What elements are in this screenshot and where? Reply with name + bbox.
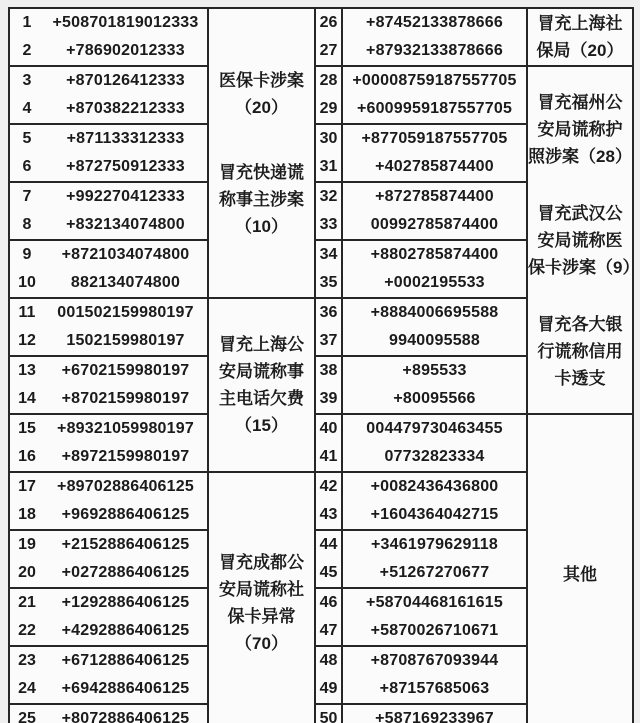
- row-number: 32: [319, 188, 338, 205]
- phone-number: +8884006695588: [370, 304, 499, 321]
- phone-number: +8702159980197: [61, 390, 190, 407]
- row-number: 27: [319, 42, 338, 59]
- right-phone-cell: [342, 298, 527, 356]
- table-row: [343, 183, 526, 211]
- table-row: [316, 125, 341, 153]
- phone-number: +3461979629118: [371, 536, 498, 553]
- right-index-cell: [315, 704, 342, 723]
- right-index-cell: [315, 356, 342, 414]
- table-row: [316, 95, 341, 123]
- category-line: 照涉案（28）: [528, 146, 632, 166]
- table-row-group: [9, 8, 633, 66]
- left-entry-cell: [9, 240, 208, 298]
- scam-number-table: [8, 7, 640, 723]
- table-row: [316, 647, 341, 675]
- right-phone-cell: [342, 356, 527, 414]
- right-phone-cell: [342, 530, 527, 588]
- row-number: 47: [319, 622, 338, 639]
- category-line: 安局谎称护: [537, 119, 623, 139]
- row-number: 6: [22, 158, 32, 175]
- phone-number: +786902012333: [66, 42, 185, 59]
- table-row-group: [9, 66, 633, 124]
- phone-number: +80095566: [393, 390, 476, 407]
- table-row: [10, 501, 207, 529]
- table-row: [10, 559, 207, 587]
- table-row: [343, 269, 526, 297]
- phone-number: +1604364042715: [370, 506, 499, 523]
- row-number: 18: [18, 506, 36, 523]
- category-cell: [208, 298, 315, 472]
- category-cell: [527, 414, 633, 723]
- table-row: [316, 617, 341, 645]
- row-number: 31: [319, 158, 338, 175]
- category-label: [209, 331, 314, 439]
- phone-number: +8802785874400: [370, 246, 499, 263]
- table-row: [343, 211, 526, 239]
- table-row: [10, 95, 207, 123]
- phone-number: +89321059980197: [57, 420, 194, 437]
- table-row: [10, 385, 207, 413]
- phone-number: 9940095588: [389, 332, 480, 349]
- phone-number: +8072886406125: [61, 710, 190, 723]
- left-entry-cell: [9, 298, 208, 356]
- row-number: 28: [319, 72, 338, 89]
- category-line: 保局（20）: [536, 41, 624, 60]
- phone-number: +508701819012333: [52, 14, 199, 31]
- left-entry-cell: [9, 646, 208, 704]
- row-number: 39: [319, 390, 338, 407]
- left-entry-cell: [9, 8, 208, 66]
- category-cell: [527, 66, 640, 414]
- table-row: [343, 327, 526, 355]
- table-row: [316, 183, 341, 211]
- right-index-cell: [315, 588, 342, 646]
- category-line: （15）: [235, 416, 288, 435]
- phone-number: +0272886406125: [61, 564, 190, 581]
- table-row: [10, 37, 207, 65]
- table-row: [10, 647, 207, 675]
- row-number: 50: [319, 710, 338, 723]
- table-row: [316, 443, 341, 471]
- row-number: 20: [18, 564, 36, 581]
- left-entry-cell: [9, 356, 208, 414]
- category-line: 医保卡涉案: [219, 70, 304, 90]
- row-number: 22: [18, 622, 36, 639]
- row-number: 37: [319, 332, 338, 349]
- row-number: 44: [319, 536, 338, 553]
- row-number: 33: [319, 216, 338, 233]
- phone-number: +8721034074800: [61, 246, 190, 263]
- table-row: [316, 37, 341, 65]
- right-index-cell: [315, 240, 342, 298]
- phone-number: +895533: [402, 362, 467, 379]
- row-number: 13: [18, 362, 36, 379]
- table-row: [316, 9, 341, 37]
- left-entry-cell: [9, 182, 208, 240]
- right-phone-cell: [342, 472, 527, 530]
- table-row: [10, 415, 207, 443]
- phone-number: +877059187557705: [361, 130, 508, 147]
- row-number: 17: [18, 478, 36, 495]
- right-index-cell: [315, 182, 342, 240]
- row-number: 21: [18, 594, 36, 611]
- category-line: 卡透支: [554, 368, 606, 388]
- category-line: 主电话欠费: [219, 389, 304, 408]
- category-cell: [208, 472, 315, 723]
- right-index-cell: [315, 530, 342, 588]
- row-number: 24: [18, 680, 36, 697]
- category-line: 冒充各大银: [537, 314, 623, 334]
- row-number: 3: [22, 72, 32, 89]
- row-number: 26: [319, 14, 338, 31]
- category-label: [209, 549, 314, 657]
- phone-number: +870126412333: [66, 72, 185, 89]
- row-number: 29: [319, 100, 338, 117]
- table-row: [10, 357, 207, 385]
- phone-number: 001502159980197: [57, 304, 194, 321]
- category-line: 安局谎称社: [219, 580, 304, 599]
- phone-number: +4292886406125: [61, 622, 190, 639]
- table-row: [10, 241, 207, 269]
- left-entry-cell: [9, 704, 208, 723]
- right-phone-cell: [342, 704, 527, 723]
- phone-number: +587169233967: [375, 710, 494, 723]
- category-label: [528, 200, 640, 281]
- table-row: [343, 385, 526, 413]
- row-number: 42: [319, 478, 338, 495]
- table-row: [343, 415, 526, 443]
- table-row: [343, 67, 526, 95]
- category-line: 冒充成都公: [219, 553, 304, 572]
- phone-number: +9692886406125: [61, 506, 190, 523]
- table-row: [343, 95, 526, 123]
- table-row: [316, 501, 341, 529]
- phone-number: +6712886406125: [61, 652, 190, 669]
- phone-number: +872750912333: [66, 158, 185, 175]
- category-cell: [208, 8, 315, 298]
- row-number: 19: [18, 536, 36, 553]
- table-row: [343, 153, 526, 181]
- table-row: [316, 327, 341, 355]
- phone-number: +0082436436800: [370, 478, 499, 495]
- table-row: [10, 269, 207, 297]
- phone-number: +00008759187557705: [352, 72, 517, 89]
- table-row: [10, 299, 207, 327]
- row-number: 30: [319, 130, 338, 147]
- row-number: 36: [319, 304, 338, 321]
- category-line: 保卡异常: [227, 607, 296, 626]
- table-row: [343, 501, 526, 529]
- table-row: [10, 153, 207, 181]
- category-line: （70）: [235, 634, 288, 653]
- table-row: [316, 67, 341, 95]
- right-phone-cell: [342, 240, 527, 298]
- table-row: [343, 647, 526, 675]
- category-line: 安局谎称医: [537, 230, 623, 250]
- table-row: [316, 299, 341, 327]
- table-row: [10, 617, 207, 645]
- row-number: 14: [18, 390, 36, 407]
- phone-number: 00992785874400: [370, 216, 499, 233]
- table-row: [343, 705, 526, 723]
- table-row: [10, 211, 207, 239]
- phone-number: +832134074800: [66, 216, 185, 233]
- category-line: 冒充武汉公: [537, 203, 623, 223]
- phone-number: 004479730463455: [366, 420, 503, 437]
- table-row: [316, 531, 341, 559]
- left-entry-cell: [9, 124, 208, 182]
- row-number: 25: [18, 710, 36, 723]
- phone-number: +870382212333: [66, 100, 185, 117]
- table-row: [316, 675, 341, 703]
- phone-number: +402785874400: [375, 158, 494, 175]
- table-row: [343, 443, 526, 471]
- table-row: [316, 415, 341, 443]
- right-phone-cell: [342, 646, 527, 704]
- row-number: 23: [18, 652, 36, 669]
- phone-number: +87452133878666: [366, 14, 503, 31]
- phone-number: +6009959187557705: [356, 100, 513, 117]
- table-row-group: [9, 414, 633, 472]
- category-line: 冒充福州公: [537, 92, 623, 112]
- right-phone-cell: [342, 66, 527, 124]
- table-row: [343, 125, 526, 153]
- table-row: [10, 327, 207, 355]
- row-number: 35: [319, 274, 338, 291]
- row-number: 9: [22, 246, 32, 263]
- phone-number: +872785874400: [375, 188, 494, 205]
- right-phone-cell: [342, 414, 527, 472]
- phone-number: +89702886406125: [57, 478, 194, 495]
- category-line: 保卡涉案（9）: [528, 257, 640, 277]
- table-row: [316, 153, 341, 181]
- table-row: [316, 705, 341, 723]
- row-number: 2: [22, 42, 32, 59]
- phone-number: +1292886406125: [61, 594, 190, 611]
- phone-number: +6942886406125: [61, 680, 190, 697]
- table-row: [10, 67, 207, 95]
- category-line: （10）: [235, 216, 288, 236]
- table-row: [343, 9, 526, 37]
- row-number: 8: [22, 216, 32, 233]
- right-phone-cell: [342, 182, 527, 240]
- category-label: [209, 159, 314, 240]
- right-index-cell: [315, 646, 342, 704]
- phone-number: 882134074800: [70, 274, 181, 291]
- right-index-cell: [315, 124, 342, 182]
- table-row: [10, 531, 207, 559]
- phone-number: +58704468161615: [366, 594, 503, 611]
- phone-number: +6702159980197: [61, 362, 190, 379]
- row-number: 38: [319, 362, 338, 379]
- table-row: [10, 9, 207, 37]
- table-row: [343, 589, 526, 617]
- table-row: [316, 241, 341, 269]
- table-row: [343, 241, 526, 269]
- right-index-cell: [315, 414, 342, 472]
- table-row: [343, 299, 526, 327]
- category-label: [528, 561, 632, 588]
- table-row: [10, 473, 207, 501]
- phone-number: 07732823334: [384, 448, 485, 465]
- category-line: 行谎称信用: [537, 341, 623, 361]
- table-row: [10, 443, 207, 471]
- row-number: 34: [319, 246, 338, 263]
- right-index-cell: [315, 298, 342, 356]
- phone-number: +8708767093944: [370, 652, 499, 669]
- table-row: [316, 357, 341, 385]
- phone-number: +8972159980197: [61, 448, 190, 465]
- table-row: [316, 211, 341, 239]
- row-number: 40: [319, 420, 338, 437]
- table-row: [10, 705, 207, 723]
- left-entry-cell: [9, 66, 208, 124]
- phone-number: 1502159980197: [66, 332, 185, 349]
- row-number: 43: [319, 506, 338, 523]
- right-index-cell: [315, 8, 342, 66]
- category-line: 称事主涉案: [219, 189, 304, 209]
- phone-number: +87932133878666: [366, 42, 503, 59]
- right-phone-cell: [342, 8, 527, 66]
- table-row: [316, 269, 341, 297]
- row-number: 5: [22, 130, 32, 147]
- row-number: 46: [319, 594, 338, 611]
- row-number: 12: [18, 332, 36, 349]
- category-line: （20）: [235, 97, 288, 117]
- left-entry-cell: [9, 588, 208, 646]
- category-cell: [527, 8, 633, 66]
- row-number: 48: [319, 652, 338, 669]
- category-label: [528, 311, 632, 392]
- left-entry-cell: [9, 414, 208, 472]
- table-row: [10, 125, 207, 153]
- table-row: [10, 675, 207, 703]
- row-number: 4: [22, 100, 32, 117]
- table-row: [343, 357, 526, 385]
- table-row: [316, 473, 341, 501]
- phone-number: +992270412333: [66, 188, 185, 205]
- table-row: [343, 473, 526, 501]
- table-row: [343, 531, 526, 559]
- table-row: [316, 385, 341, 413]
- row-number: 16: [18, 448, 36, 465]
- right-phone-cell: [342, 124, 527, 182]
- row-number: 7: [22, 188, 32, 205]
- left-entry-cell: [9, 472, 208, 530]
- phone-number: +87157685063: [379, 680, 490, 697]
- category-label: [528, 89, 632, 170]
- category-line: 其他: [563, 564, 597, 584]
- right-index-cell: [315, 66, 342, 124]
- right-index-cell: [315, 472, 342, 530]
- category-label: [209, 67, 314, 121]
- table-row: [343, 617, 526, 645]
- table-row: [10, 183, 207, 211]
- row-number: 49: [319, 680, 338, 697]
- category-label: [528, 10, 632, 64]
- row-number: 10: [18, 274, 36, 291]
- category-line: 冒充上海公: [219, 335, 304, 354]
- phone-number: +2152886406125: [61, 536, 190, 553]
- phone-number: +871133312333: [66, 130, 185, 147]
- phone-number: +5870026710671: [370, 622, 499, 639]
- table-row: [343, 37, 526, 65]
- row-number: 1: [22, 14, 32, 31]
- right-phone-cell: [342, 588, 527, 646]
- category-line: 安局谎称事: [219, 362, 304, 381]
- table-row: [316, 589, 341, 617]
- row-number: 41: [319, 448, 338, 465]
- phone-number: +51267270677: [379, 564, 490, 581]
- row-number: 15: [18, 420, 36, 437]
- row-number: 11: [18, 304, 36, 321]
- category-line: 冒充快递谎: [219, 162, 304, 182]
- table-row: [316, 559, 341, 587]
- row-number: 45: [319, 564, 338, 581]
- left-entry-cell: [9, 530, 208, 588]
- table-row: [343, 559, 526, 587]
- table-row: [10, 589, 207, 617]
- phone-number: +0002195533: [384, 274, 485, 291]
- table-row: [343, 675, 526, 703]
- category-line: 冒充上海社: [537, 14, 623, 33]
